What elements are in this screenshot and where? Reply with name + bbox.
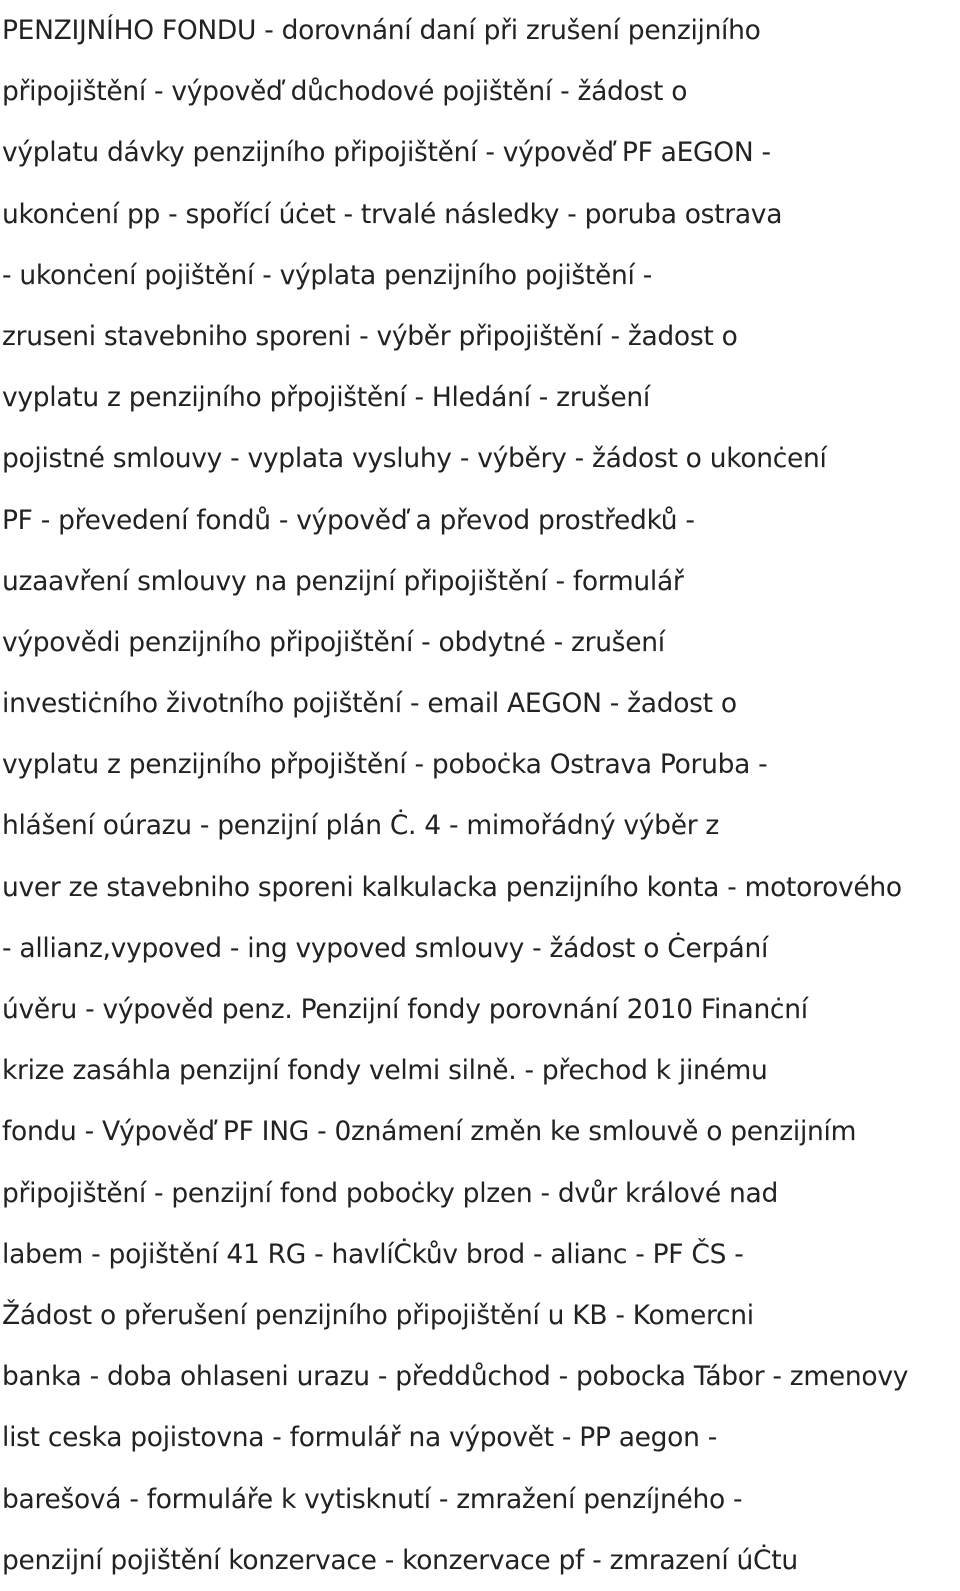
text-line-2: připojištění - výpověď důchodové pojištění - žádost o xyxy=(2,76,688,108)
text-line-9: PF - převedení fondů - výpověď a převod prostředků - xyxy=(2,504,695,536)
text-line-24: list ceska pojistovna - formulář na výpovět - PP aegon - xyxy=(2,1422,717,1454)
text-line-11: výpovědi penzijního připojištění - obdytné - zrušení xyxy=(2,626,665,658)
text-line-17: úvěru - výpověd penz. Penzijní fondy porovnání 2010 Finanċní xyxy=(2,994,808,1025)
text-line-18: krize zasáhla penzijní fondy velmi silně. - přechod k jinému xyxy=(2,1055,768,1087)
text-line-25: barešová - formuláře k vytisknutí - zmražení penzíjného - xyxy=(2,1483,743,1515)
text-line-5: - ukonċení pojištění - výplata penzijního pojištění - xyxy=(2,259,652,291)
text-line-3: výplatu dávky penzijního připojištění - výpověď PF aEGON - xyxy=(2,137,771,169)
text-line-23: banka - doba ohlaseni urazu - předdůchod - pobocka Tábor - zmenovy xyxy=(2,1361,909,1393)
text-line-10: uzaavření smlouvy na penzijní připojištění - formulář xyxy=(2,565,684,597)
text-line-15: uver ze stavebniho sporeni kalkulacka penzijního konta - motorového xyxy=(2,871,902,903)
text-line-20: připojištění - penzijní fond poboċky plzen - dvůr králové nad xyxy=(2,1177,779,1209)
text-line-1: PENZIJNÍHO FONDU - dorovnání daní při zrušení penzijního xyxy=(2,15,761,46)
text-line-16: - allianz,vypoved - ing vypoved smlouvy - žádost o Ċerpání xyxy=(2,932,769,964)
text-line-14: hlášení oúrazu - penzijní plán Ċ. 4 - mimořádný výběr z xyxy=(2,810,720,842)
text-line-26: penzijní pojištění konzervace - konzervace pf - zmrazení úĊtu xyxy=(2,1544,798,1576)
text-line-4: ukonċení pp - spořící úċet - trvalé následky - poruba ostrava xyxy=(2,198,783,230)
text-line-21: labem - pojištění 41 RG - havlíĊkův brod - alianc - PF ČS - xyxy=(2,1238,744,1270)
text-line-8: pojistné smlouvy - vyplata vysluhy - výběry - žádost o ukonċení xyxy=(2,443,827,475)
text-line-19: fondu - Výpověď PF ING - 0známení změn ke smlouvě o penzijním xyxy=(2,1116,857,1148)
text-line-7: vyplatu z penzijního přpojištění - Hledání - zrušení xyxy=(2,382,650,414)
document-text-block xyxy=(2,0,958,1591)
text-line-6: zruseni stavebniho sporeni - výběr připojištění - žadost o xyxy=(2,320,738,352)
text-line-22: Žádost o přerušení penzijního připojištění u KB - Komercni xyxy=(2,1299,754,1331)
text-line-12: investiċního životního pojištění - email AEGON - žadost o xyxy=(2,688,737,720)
text-line-13: vyplatu z penzijního přpojištění - poboċka Ostrava Poruba - xyxy=(2,749,768,781)
